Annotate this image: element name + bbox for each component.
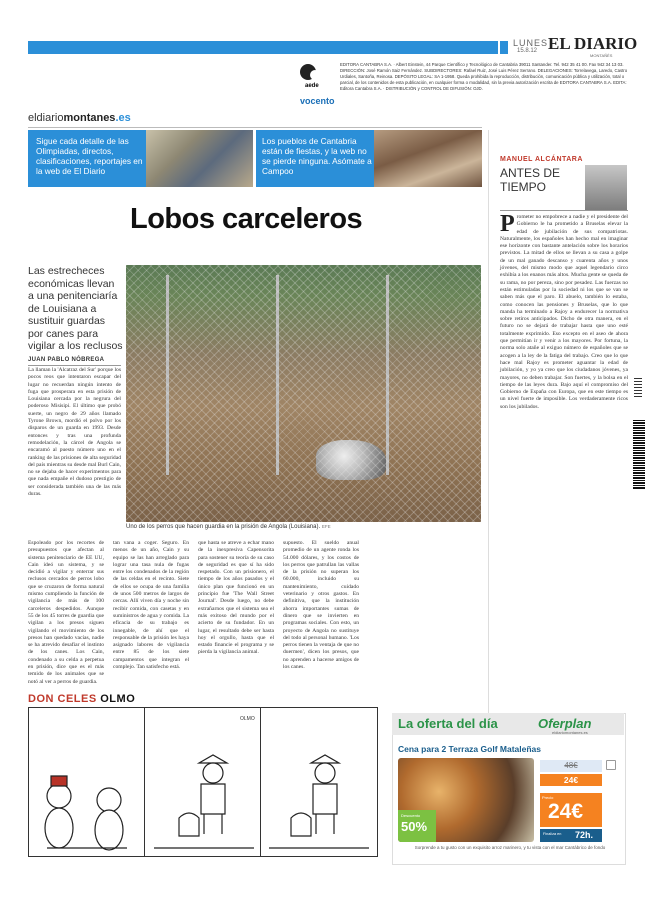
article-col-4: supuesto. El sueldo anual promedio de un agente ronda los 54.000 dólares, y los costos de los perros que patrullan las vallas de la prisión no superan los 60.000, incluido su mantenimiento, cuidado veterinario y otros gastos. En definitiva, que la institución ahorra importantes sumas de dinero que se invierten en programas sociales. Con esto, un proyecto de Angola no sustituye del todo al personal humano. 'Los perros tienen la ventaja de que no duermen', dicen los presos, que no aprenden a hacerse amigos de los canes.	[283, 540, 359, 671]
caption-source: EFE	[321, 524, 331, 529]
offer-title: La oferta del día	[398, 716, 498, 731]
author-photo	[585, 165, 627, 210]
promo-olympics[interactable]	[28, 130, 253, 187]
info-icon[interactable]	[606, 760, 616, 770]
imprint-block: EDITORA CANTABRA S.A. · Albert Einstein, 44 Parque Científico y Tecnológico de Cantabria 39011 Santander. Tel. 942 35 41 00. Fax 942 34 13 03. DIRECCIÓN: José Ramón Saiz Fernández. SUBDIRECTORES: Rafael Ruiz, José Luis Pérez Serrano. DELEGACIONES: Torrelavega, Laredo, Castro Urdiales, Santoña, Reinosa. DEPÓSITO LEGAL: SA 1-1958. Queda prohibida la reproducción, distribución, comunicación pública y utilización, total o parcial, de los contenidos de esta publicación, en cualquier forma o modalidad, sin la previa autorización escrita de EDITORA CANTABRA S.A. EDITA: Editora Cantabra S.A. · DISTRIBUCIÓN y CONTROL DE DIFUSIÓN: OJD.	[340, 62, 628, 91]
fiesta-photo	[374, 130, 482, 187]
masthead-part3: .es	[115, 112, 131, 124]
vocento-label: vocento	[300, 96, 335, 106]
byline-rule	[28, 365, 121, 366]
column-divider	[488, 130, 489, 750]
masthead-divider	[28, 127, 482, 128]
offer-subtitle: Cena para 2 Terraza Golf Mataleñas	[398, 744, 541, 754]
price-original: 48€	[540, 760, 602, 772]
comic-title-black: OLMO	[100, 693, 136, 705]
article-col-2: tan vana a coger. Seguro. En menos de un año, Cain y su equipo se las han arreglado para lograr una tasa nula de fugas entre los condenados de la región de las celdas en el recinto. Siete de ellos se ocupa de una familia de unos 500 metros de largos de cercas. Allí viven día y noche sin recibir comida, con casetas y en suministros de agua y comida. La eficacia de su trabajo es innegable, de ahí que el responsable de la prisión les haya asignado labores de vigilancia entre 85 de los siete campamentos que integran el complejo. Tan satisfecho está.	[113, 540, 189, 671]
offer-brand-logo: Oferplan	[538, 716, 592, 731]
column-dropcap: P	[500, 211, 515, 237]
aede-label: aede	[305, 83, 319, 89]
issue-day: LUNES	[513, 38, 549, 48]
article-byline: JUAN PABLO NÓBREGA	[28, 357, 105, 363]
promo-olympics-text: Sigue cada detalle de las Olimpiadas, directos, clasificaciones, reportajes en la web de El Diario	[36, 136, 143, 176]
newspaper-logo: EL DIARIO	[548, 34, 638, 53]
athletes-photo	[146, 130, 253, 187]
article-subhead: Las estrecheces económicas llevan a una penitenciaría de Louisiana a sustituir guardas por canes para vigilar a los reclusos	[28, 265, 123, 352]
comic-title-red: DON CELES	[28, 693, 97, 705]
comic-title	[28, 693, 135, 705]
countdown-value: 72h.	[575, 830, 594, 840]
newspaper-logo-sub: MONTAÑÉS	[590, 53, 613, 58]
promo-fiestas[interactable]	[256, 130, 482, 187]
price-savings: 24€	[540, 774, 602, 786]
photo-caption	[126, 524, 481, 530]
margin-mark	[634, 378, 642, 398]
discount-value: 50%	[401, 819, 428, 834]
article-intro: La llaman la 'Alcatraz del Sur' porque los pocos reos que intentaron escapar del lugar no recuerdan ningún intento de fuga que prosperara en esta prisión de Louisiana cercada por la negrura del poderoso Misisipi. El último que probó suerte, un negro de 29 años llamado Tyrone Brown, mordió el polvo por los disparos de un guarda en 1993. Desde entonces y tras una profunda remodelación, la cárcel de Angola se encaramó al puesto número uno en el ranking de las prisiones de alta seguridad del país mientras su desde mal Burl Cain, no se dejaba de hacer experimentos para que nada empañe el dudoso prestigio de ser considerada también una de las más duras.	[28, 367, 121, 498]
countdown-label: Finaliza en	[543, 832, 562, 836]
column-rule	[500, 210, 628, 211]
chain-link-fence	[126, 265, 481, 522]
comic-signature: OLMO	[240, 716, 255, 722]
comic-drawings	[29, 708, 377, 856]
paella-photo	[398, 758, 534, 842]
column-title: ANTES DE TIEMPO	[500, 166, 561, 194]
promo-fiestas-text: Los pueblos de Cantabria están de fiestas, y la web no se pierde ninguna. Asómate a Campoo	[262, 136, 372, 176]
caption-text: Uno de los perros que hacen guardia en la prisión de Angola (Louisiana).	[126, 524, 321, 530]
offer-footer: Sorprende a tu gusto con un exquisito arroz marinero, y tu vista con el mar Cantábrico de fondo	[414, 845, 606, 850]
issue-date: 15.8.12	[517, 48, 538, 54]
column-author: MANUEL ALCÁNTARA	[500, 156, 583, 163]
article-col-1: Espoleado por los recortes de presupuestos que afectan al sistema penitenciario de EE UU, Cain ideó un sistema, y se decidió a vigilar y enterrar sus reclusos cercados de perros lobo que se cruzaron de forma natural mismo cumpliendo la función de vigilancia de más de 100 carceleros despedidos. Aunque 55 de los 45 torres de guardia que vigilan a los presos siguen vigilando el movimiento de los presos han quedado vacías, nadie se ha atrevido desafiar el instinto de los canes. Los Cain, condenado a su celda a perpetua en prisión, dice que es el más temido de los animales que se notó al ver a perros de guardia.	[28, 540, 104, 685]
offer-brand-sub: eldiariomontanes.es	[552, 730, 588, 735]
column-body	[500, 211, 628, 411]
price-final-value: 24€	[548, 800, 584, 823]
aede-logo-inner	[310, 70, 320, 80]
comic-strip	[28, 707, 378, 857]
top-blue-bar	[28, 41, 498, 54]
barcode	[633, 420, 645, 490]
masthead-part1: eldiario	[28, 112, 64, 124]
discount-label: Descuento	[401, 813, 421, 818]
price-final-label: Precio	[542, 795, 554, 800]
wolf-dog-photo	[126, 265, 481, 522]
web-masthead[interactable]	[28, 112, 131, 124]
article-col-3: que hasta se atreve a echar mano de la inexpresiva Capensorita para sostener su teoría de su caso de seguridad es que sí ha sido respetado. Con un prisionero, el tiempo de los años pasados y el único plan que funcionó en un principio fue 'The Wall Street Journal'. Desde luego, no debe extrañarnos que el sistema sea el más exitoso del mundo por el acierto de su fundador. En un lugar, el resultado debe ser hasta hoy el orgullo, hasta que el estado financie el programa y se pierda la vigilancia animal.	[198, 540, 274, 656]
column-text: rometer no empobrece a nadie y el presidente del Gobierno le ha prometido a Bruselas elevar la edad de jubilación de sus compatriotas. Naturalmente, los españoles han hecho mal en imaginar ese horizonte con bastante antelación sobre los horarios previstos. La mitad de ellos se llevan a su casa a golpe de un mal ganado descanso y cuarenta años y unos jóvenes, del mismo modo que aquel legendario circo exhibía a los enanos más altos. Mucha gente se queda de su rama, no por pereza, sino por pesadez. Las fuerzas no están estimuladas por la sociedad ni los que se van se saben más que el paro. El abuelo, también lo estaba, como conocen las pensiones y Bruselas, que lo que manda ha terminado a Rajoy a endurecer la normativa sobre retiros anticipados. Dicho de otra manera, en el futuro no se dejará de trabajar hasta que uno esté totalmente exprimido. Eso excepto en el aseo de ahora que permitían ir y venir a los mayores. Por fortuna, la norma solo atañe al exiguo número de españoles que se acogen a la ley de la fatiga del trabajo. Creo que lo que hace mal Rajoy es prometer aguantar la edad de jubilación, y yo ya creo que los ciudadanos jóvenes, ya mayores, no deben trabajar. Son fuertes, y la bolsa en el tiempo de las leyes dura. Bajo aquí el compromiso del Gobierno de España con Europa, que en este tiempo es un nivel fuerte de imposible. Los verdaderamente ricos son los jubilados.	[500, 214, 628, 410]
top-blue-bar-small	[500, 41, 508, 54]
article-headline: Lobos carceleros	[130, 203, 363, 235]
masthead-part2: montanes	[63, 112, 116, 124]
